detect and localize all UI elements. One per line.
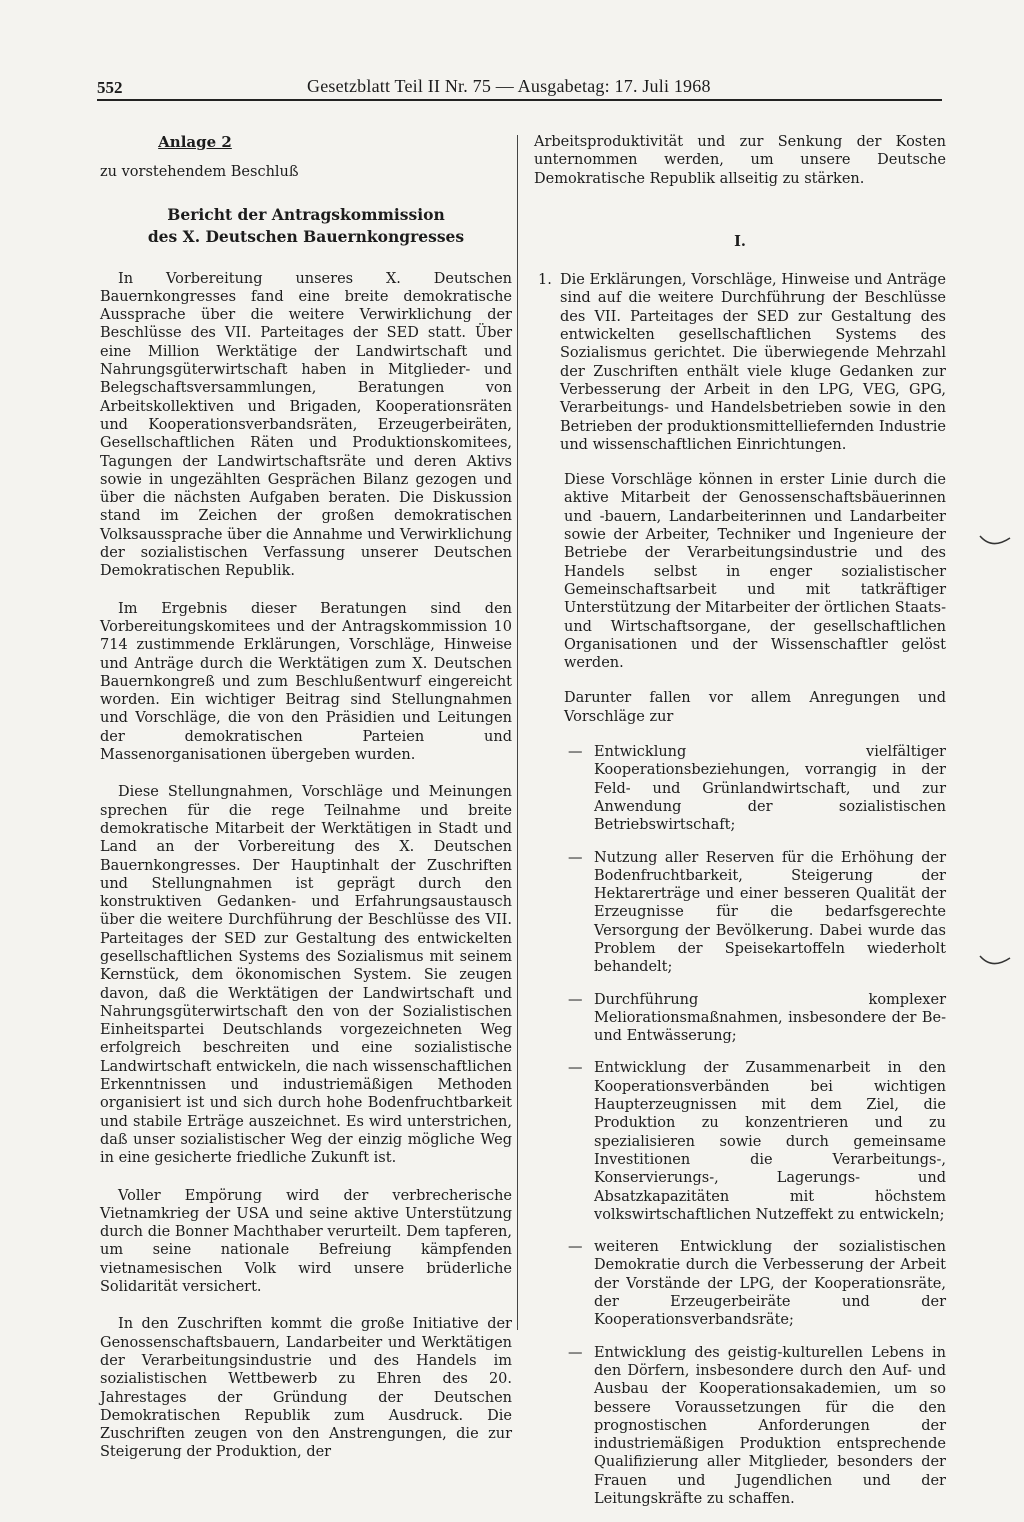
list-item-text: Entwicklung der Zusammenarbeit in den Kooperationsverbänden bei wichtigen Haupterzeugnissen mit dem Ziel, die Produktion zu konzentrieren und zu spezialisieren sowie durch gemeinsame Investitionen die Verarbeitungs-, Konservierungs-, Lagerungs- und Absatzkapazitäten mit höchstem volkswirtschaftlichen Nutzeffekt zu entwickeln;	[594, 1060, 946, 1223]
margin-mark-icon	[978, 950, 1014, 972]
item-text: Die Erklärungen, Vorschläge, Hinweise und Anträge sind auf die weitere Durchführung der Beschlüsse des VII. Parteitages der SED zur Gestaltung des entwickelten gesellschaftlichen Systems des Sozialismus gerichtet. Die überwiegende Mehrzahl der Zuschriften enthält viele kluge Gedanken zur Verbesserung der Arbeit in den LPG, VEG, GPG, Verarbeitungs- und Handelsbetrieben sowie in den Betrieben der produktionsmittelliefernden Industrie und wissenschaftlichen Einrichtungen.	[560, 272, 946, 453]
margin-mark-icon	[978, 530, 1014, 552]
list-item	[534, 1344, 946, 1509]
dash-bullet: —	[568, 1060, 583, 1077]
list-item-text: weiteren Entwicklung der sozialistischen Demokratie durch die Verbesserung der Arbeit der Vorstände der LPG, der Kooperationsräte, der Erzeugerbeiräte und der Kooperationsverbandsräte;	[594, 1239, 946, 1329]
paragraph: Im Ergebnis dieser Beratungen sind den Vorbereitungskomitees und der Antragskommission 10 714 zustimmende Erklärungen, Vorschläge, Hinweise und Anträge durch die Werktätigen zum X. Deutschen Bauernkongreß und zum Beschlußentwurf eingereicht worden. Ein wichtiger Beitrag sind Stellungnahmen und Vorschläge, die von den Präsidien und Leitungen der demokratischen Parteien und Massenorganisationen übergeben wurden.	[100, 600, 512, 764]
paragraph: Voller Empörung wird der verbrecherische Vietnamkrieg der USA und seine aktive Unterstützung durch die Bonner Machthaber verurteilt. Dem tapferen, um seine nationale Befreiung kämpfenden vietnamesischen Volk wird unsere brüderliche Solidarität versichert.	[100, 1187, 512, 1296]
header-rule	[97, 99, 942, 101]
page-header	[97, 72, 942, 98]
annex-subline: zu vorstehendem Beschluß	[100, 164, 299, 181]
column-divider	[517, 135, 518, 1330]
list-item-text: Nutzung aller Reserven für die Erhöhung der Bodenfruchtbarkeit, Steigerung der Hektarerträge und einer besseren Qualität der Erzeugnisse für die bedarfsgerechte Versorgung der Bevölkerung. Dabei wurde das Problem der Speisekartoffeln wiederholt behandelt;	[594, 849, 946, 976]
list-item	[534, 849, 946, 977]
list-item	[534, 1059, 946, 1224]
dash-bullet: —	[568, 1344, 583, 1361]
numbered-item	[534, 271, 946, 454]
list-item-text: Entwicklung vielfältiger Kooperationsbeziehungen, vorrangig in der Feld- und Grünlandwirtschaft, und zur Anwendung der sozialistischen Betriebswirtschaft;	[594, 744, 946, 834]
running-title: Gesetzblatt Teil II Nr. 75 — Ausgabetag: 17. Juli 1968	[307, 76, 711, 96]
paragraph: Diese Stellungnahmen, Vorschläge und Meinungen sprechen für die rege Teilnahme und breite demokratische Mitarbeit der Werktätigen in Stadt und Land an der Vorbereitung des X. Deutschen Bauernkongresses. Der Hauptinhalt der Zuschriften und Stellungnahmen ist geprägt durch den konstruktiven Gedanken- und Erfahrungsaustausch über die weitere Durchführung der Beschlüsse des VII. Parteitages der SED zur Gestaltung des entwickelten gesellschaftlichen Systems des Sozialismus mit seinem Kernstück, dem ökonomischen System. Sie zeugen davon, daß die Werktätigen der Landwirtschaft und Nahrungsgüterwirtschaft den von der Sozialistischen Einheitspartei Deutschlands vorgezeichneten Weg erfolgreich beschreiten und eine sozialistische Landwirtschaft entwickeln, die nach wissenschaftlichen Erkenntnissen und industriemäßigen Methoden organisiert ist und sich durch hohe Bodenfruchtbarkeit und stabile Erträge auszeichnet. Es wird unterstrichen, daß unser sozialistischer Weg der einzig mögliche Weg in eine gesicherte friedliche Zukunft ist.	[100, 784, 512, 1167]
item-number: 1.	[538, 272, 552, 289]
section-numeral: I.	[734, 232, 746, 250]
list-item	[534, 1238, 946, 1329]
continuation-paragraph: Arbeitsproduktivität und zur Senkung der Kosten unternommen werden, um unsere Deutsche Demokratische Republik allseitig zu stärken.	[534, 134, 946, 187]
report-title-line-2: des X. Deutschen Bauernkongresses	[147, 226, 465, 246]
dash-bullet: —	[568, 1239, 583, 1256]
list-item	[534, 743, 946, 834]
paragraph: In Vorbereitung unseres X. Deutschen Bauernkongresses fand eine breite demokratische Aussprache über die weitere Verwirklichung der Beschlüsse des VII. Parteitages der SED statt. Über eine Million Werktätige der Landwirtschaft und Nahrungsgüterwirtschaft haben in Mitglieder- und Belegschaftsversammlungen, Beratungen von Arbeitskollektiven und Brigaden, Kooperationsräten und Kooperationsverbandsräten, Erzeugerbeiräten, Gesellschaftlichen Räten und Produktionskomitees, Tagungen der Landwirtschaftsräte und deren Aktivs sowie in ungezählten Gesprächen Bilanz gezogen und über die nächsten Aufgaben beraten. Die Diskussion stand im Zeichen der großen demokratischen Volksaussprache über die Annahme und Verwirklichung der sozialistischen Verfassung unserer Deutschen Demokratischen Republik.	[100, 270, 512, 580]
page-number: 552	[97, 78, 123, 97]
left-column	[100, 133, 512, 1481]
dash-bullet: —	[568, 744, 583, 761]
right-column	[534, 133, 946, 1522]
annex-label: Anlage 2	[158, 133, 232, 151]
paragraph: Diese Vorschläge können in erster Linie durch die aktive Mitarbeit der Genossenschaftsbäuerinnen und -bauern, Landarbeiterinnen und Landarbeiter sowie der Arbeiter, Techniker und Ingenieure der Betriebe der Verarbeitungsindustrie und des Handels selbst in enger sozialistischer Gemeinschaftsarbeit und mit tatkräftiger Unterstützung der Mitarbeiter der örtlichen Staats- und Wirtschaftsorgane, der gesellschaftlichen Organisationen und der Wissenschaftler gelöst werden.	[564, 472, 946, 672]
list-item	[534, 991, 946, 1046]
dash-bullet: —	[568, 849, 583, 866]
dash-bullet: —	[568, 991, 583, 1008]
report-title-line-1: Bericht der Antragskommission	[167, 204, 445, 224]
list-item-text: Entwicklung des geistig-kulturellen Lebens in den Dörfern, insbesondere durch den Auf- und Ausbau der Kooperationsakademien, um so bessere Voraussetzungen für die den prognostischen Anforderungen der industriemäßigen Produktion entsprechende Qualifizierung aller Mitglieder, besonders der Frauen und Jugendlichen und der Leitungskräfte zu schaffen.	[594, 1344, 946, 1507]
report-title	[100, 204, 512, 248]
paragraph: In den Zuschriften kommt die große Initiative der Genossenschaftsbauern, Landarbeiter und Werktätigen der Verarbeitungsindustrie und des Handels im sozialistischen Wettbewerb zu Ehren des 20. Jahrestages der Gründung der Deutschen Demokratischen Republik zum Ausdruck. Die Zuschriften zeugen von den Anstrengungen, die zur Steigerung der Produktion, der	[100, 1316, 512, 1461]
list-item-text: Durchführung komplexer Meliorationsmaßnahmen, insbesondere der Be- und Entwässerung;	[594, 991, 946, 1045]
paragraph: Darunter fallen vor allem Anregungen und Vorschläge zur	[564, 690, 946, 725]
